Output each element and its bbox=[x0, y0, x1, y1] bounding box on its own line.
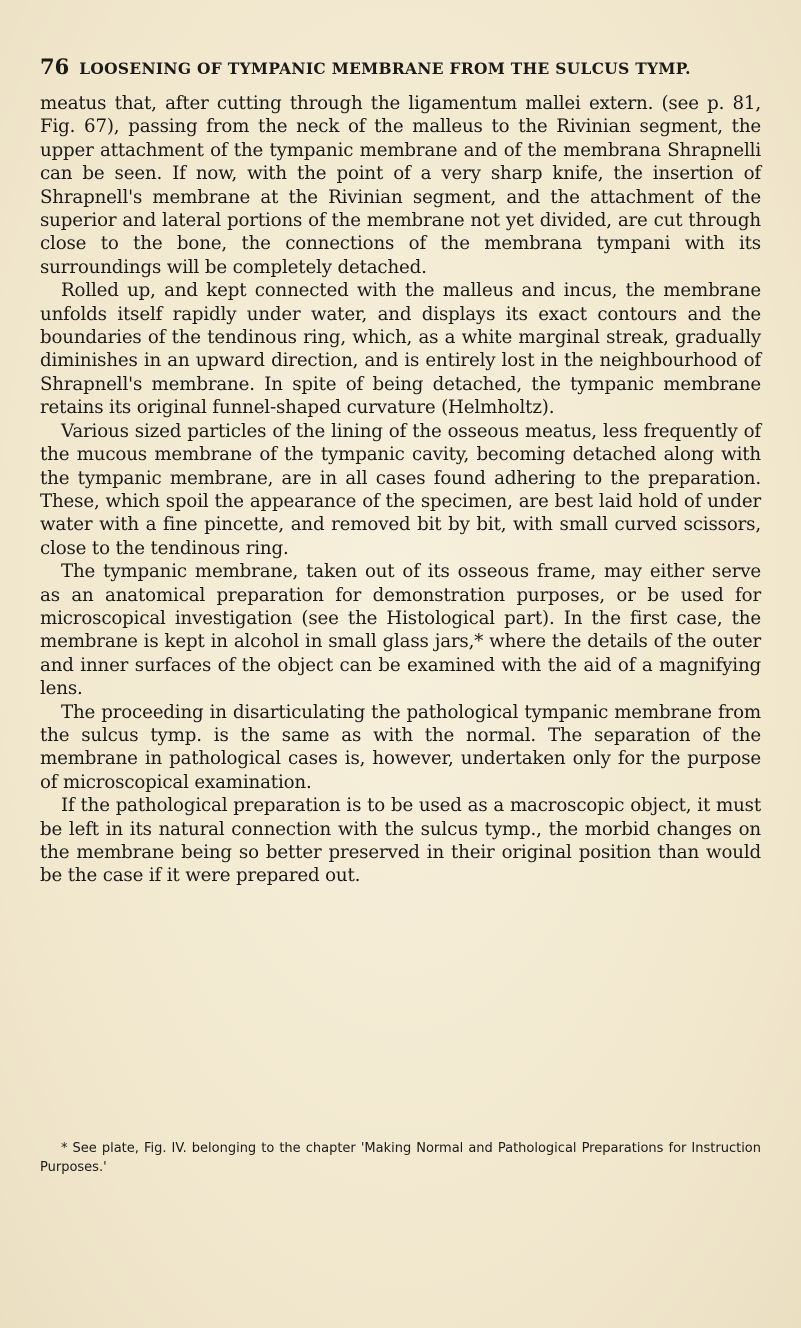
footnote: * See plate, Fig. IV. belonging to the chapter 'Making Normal and Pathological Preparations for Instruction Purposes.' bbox=[40, 1141, 761, 1175]
paragraph: If the pathological preparation is to be used as a macroscopic object, it must be left in its natural connection with the sulcus tymp., the morbid changes on the membrane being so better preserved in their original position than would be the case if it were prepared out. bbox=[40, 795, 761, 887]
paragraph: The tympanic membrane, taken out of its osseous frame, may either serve as an anatomical preparation for demonstration purposes, or be used for microscopical investigation (see the Histological part). In the first case, the membrane is kept in alcohol in small glass jars,* where the details of the outer and inner surfaces of the object can be examined with the aid of a magnifying lens. bbox=[40, 561, 761, 700]
body-text bbox=[40, 92, 761, 888]
paragraph: The proceeding in disarticulating the pathological tympanic membrane from the sulcus tymp. is the same as with the normal. The separation of the membrane in pathological cases is, however, undertaken only for the purpose of microscopical examination. bbox=[40, 701, 761, 793]
page-number: 76 bbox=[40, 54, 70, 79]
page-header bbox=[40, 54, 780, 79]
running-head: LOOSENING OF TYMPANIC MEMBRANE FROM THE SULCUS TYMP. bbox=[79, 60, 691, 78]
paragraph: Rolled up, and kept connected with the malleus and incus, the membrane unfolds itself rapidly under water, and displays its exact contours and the boundaries of the tendinous ring, which, as a white marginal streak, gradually diminishes in an upward direction, and is entirely lost in the neighbourhood of Shrapnell's membrane. In spite of being detached, the tympanic membrane retains its original funnel-shaped curvature (Helmholtz). bbox=[40, 280, 761, 419]
paragraph-continued: meatus that, after cutting through the ligamentum mallei extern. (see p. 81, Fig. 67), passing from the neck of the malleus to the Rivinian segment, the upper attachment of the tympanic membrane and of the membrana Shrapnelli can be seen. If now, with the point of a very sharp knife, the insertion of Shrapnell's membrane at the Rivinian segment, and the attachment of the superior and lateral portions of the membrane not yet divided, are cut through close to the bone, the connections of the membrana tympani with its surroundings will be completely detached. bbox=[40, 93, 761, 278]
paragraph: Various sized particles of the lining of the osseous meatus, less frequently of the mucous membrane of the tympanic cavity, becoming detached along with the tympanic membrane, are in all cases found adhering to the preparation. These, which spoil the appearance of the specimen, are best laid hold of under water with a fine pincette, and removed bit by bit, with small curved scissors, close to the tendinous ring. bbox=[40, 420, 761, 559]
